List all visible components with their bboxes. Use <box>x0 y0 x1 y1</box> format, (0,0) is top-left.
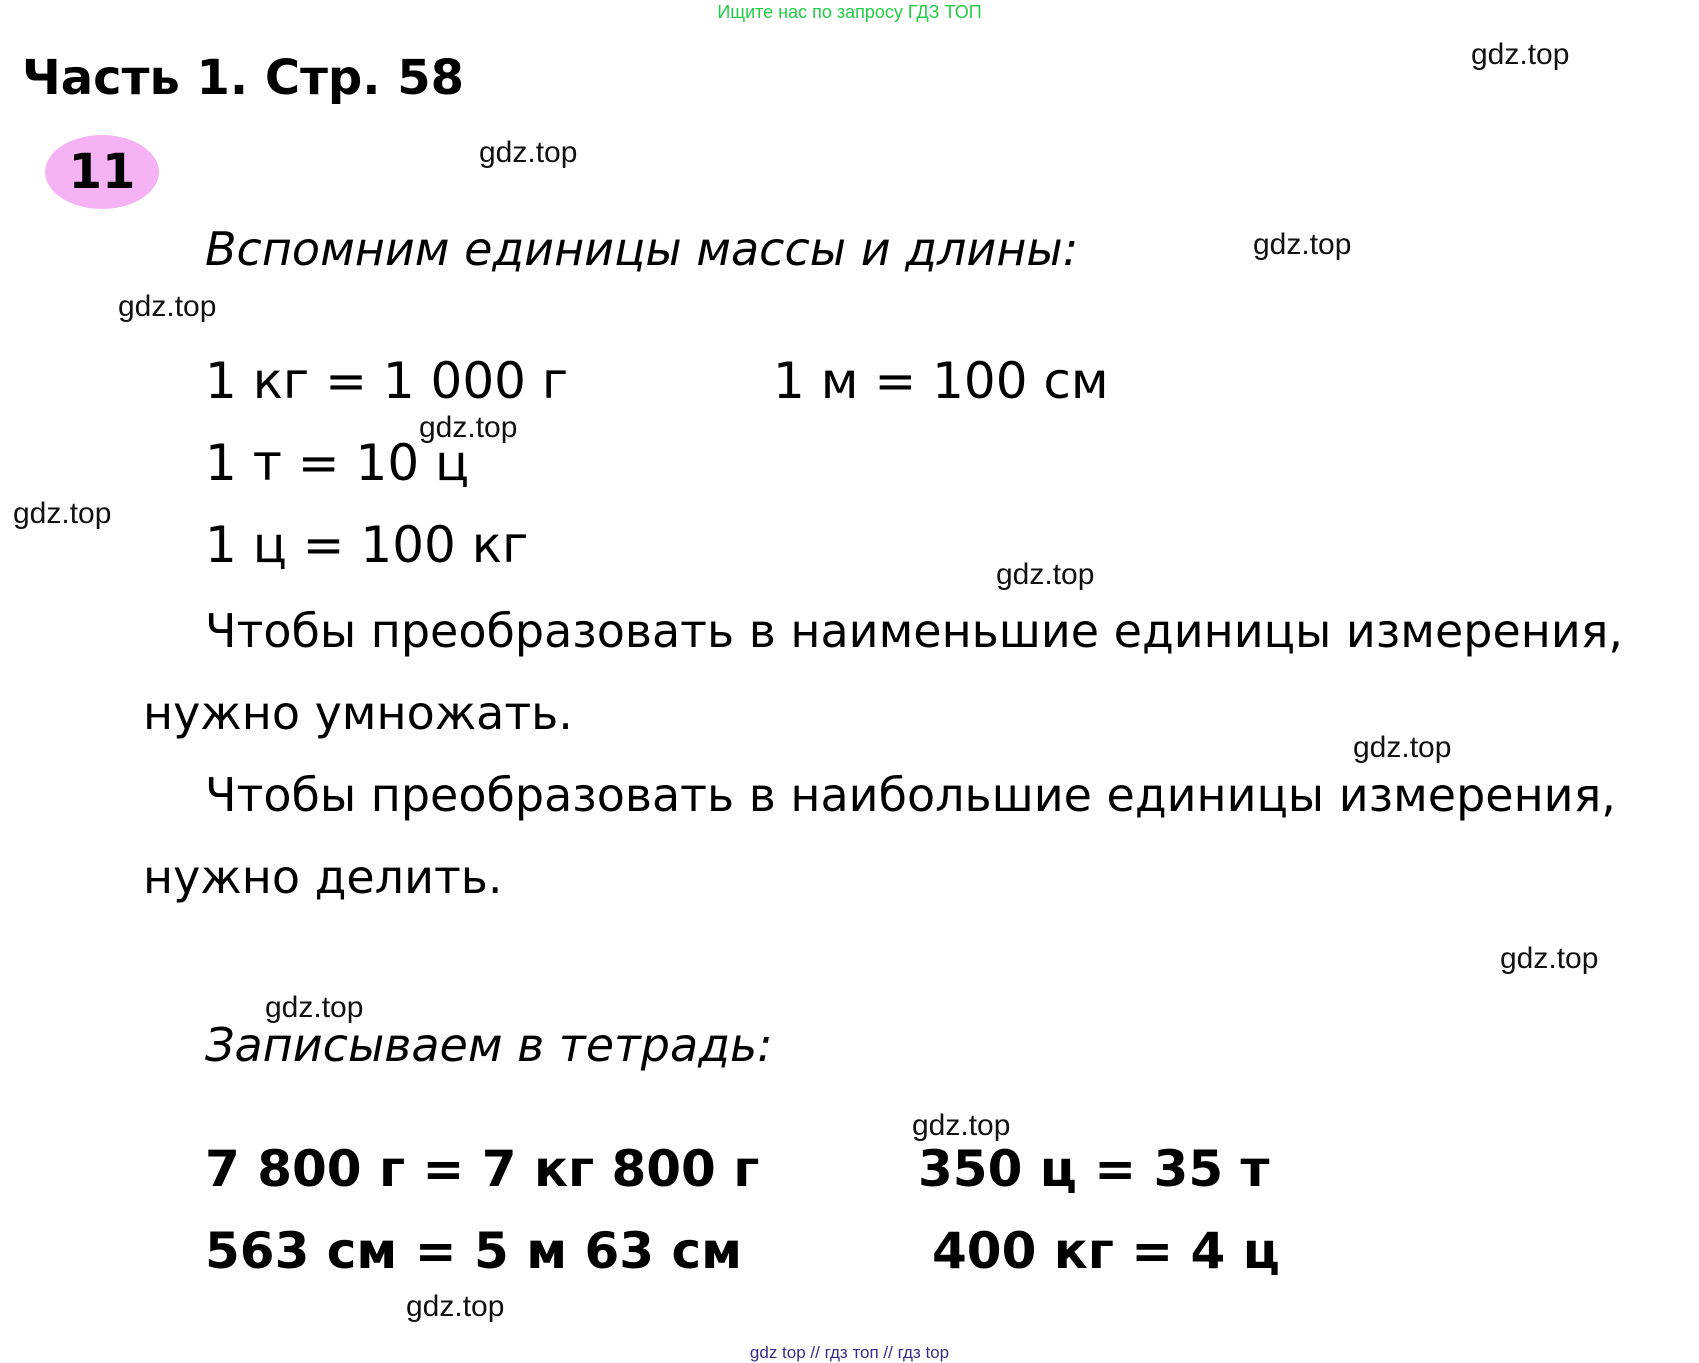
result-g-to-kg: 7 800 г = 7 кг 800 г <box>205 1140 760 1198</box>
watermark: gdz.top <box>13 497 112 530</box>
watermark: gdz.top <box>912 1109 1011 1142</box>
rule-multiply-line2: нужно умножать. <box>143 686 573 740</box>
rule-divide-line2: нужно делить. <box>143 850 503 904</box>
formula-m-cm: 1 м = 100 см <box>773 352 1109 410</box>
watermark: gdz.top <box>419 411 518 444</box>
result-cm-to-m: 563 см = 5 м 63 см <box>205 1222 742 1280</box>
formula-t-c: 1 т = 10 ц <box>205 434 470 492</box>
footer-links: gdz top // гдз топ // гдз top <box>749 1343 950 1362</box>
watermark: gdz.top <box>479 136 578 169</box>
rule-divide-line1: Чтобы преобразовать в наибольшие единицы измерения, <box>205 768 1616 822</box>
recall-heading: Вспомним единицы массы и длины: <box>205 222 1079 276</box>
rule-multiply-line1: Чтобы преобразовать в наименьшие единицы измерения, <box>205 604 1624 658</box>
notebook-heading: Записываем в тетрадь: <box>205 1018 773 1072</box>
formula-kg-g: 1 кг = 1 000 г <box>205 352 569 410</box>
watermark: gdz.top <box>996 558 1095 591</box>
watermark: gdz.top <box>1253 228 1352 261</box>
watermark: gdz.top <box>406 1290 505 1323</box>
watermark: gdz.top <box>118 290 217 323</box>
watermark: gdz.top <box>1471 38 1570 71</box>
formula-c-kg: 1 ц = 100 кг <box>205 516 529 574</box>
top-note: Ищите нас по запросу ГДЗ ТОП <box>717 2 982 22</box>
result-kg-to-c: 400 кг = 4 ц <box>932 1222 1280 1280</box>
task-number: 11 <box>68 144 136 200</box>
watermark: gdz.top <box>265 991 364 1024</box>
watermark: gdz.top <box>1353 731 1452 764</box>
result-c-to-t: 350 ц = 35 т <box>918 1140 1270 1198</box>
page-title: Часть 1. Стр. 58 <box>22 50 465 106</box>
watermark: gdz.top <box>1500 942 1599 975</box>
